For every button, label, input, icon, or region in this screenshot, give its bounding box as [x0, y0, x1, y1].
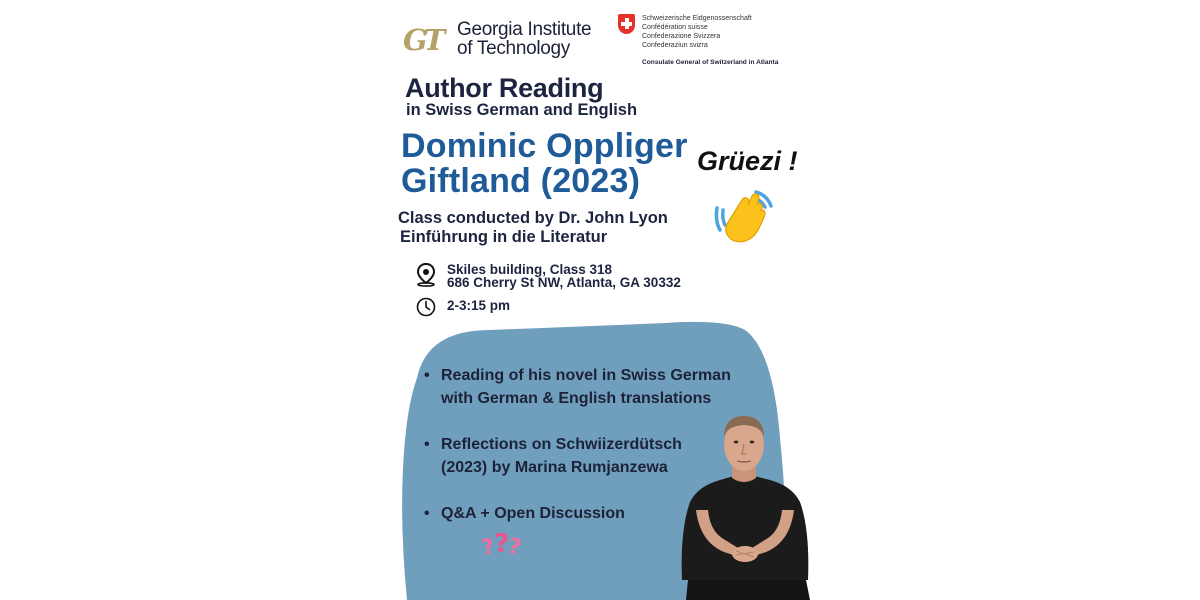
event-title: Author Reading — [405, 73, 604, 103]
svg-text:?: ? — [494, 529, 510, 559]
address-street: 686 Cherry St NW, Atlanta, GA 30332 — [447, 275, 681, 290]
address-building: Skiles building, Class 318 — [447, 262, 613, 277]
event-time: 2-3:15 pm — [447, 298, 511, 313]
agenda-item-text: Q&A + Open Discussion — [441, 505, 625, 522]
swiss-name-fr: Confédération suisse — [642, 24, 708, 31]
agenda-item-text: Reflections on Schwiizerdütsch (2023) by Marina Rumjanzewa — [441, 436, 682, 476]
swiss-name-rm: Confederaziun svizra — [642, 42, 708, 49]
location-pin-icon — [416, 263, 436, 287]
class-conductor: Class conducted by Dr. John Lyon — [398, 209, 668, 227]
clock-icon — [416, 297, 436, 317]
swiss-confederation-logo — [618, 14, 798, 74]
author-portrait — [676, 410, 814, 600]
class-name: Einführung in die Literatur — [400, 228, 608, 246]
swiss-names — [642, 14, 752, 50]
question-marks-icon — [479, 528, 524, 562]
gt-monogram: GT — [403, 23, 442, 57]
waving-hand-icon — [712, 186, 776, 250]
bullet: • — [424, 436, 430, 453]
svg-text:?: ? — [479, 534, 498, 562]
bullet: • — [424, 505, 430, 522]
author-name: Dominic Oppliger — [401, 127, 688, 165]
event-subtitle: in Swiss German and English — [406, 101, 638, 119]
georgia-tech-logo — [403, 20, 603, 60]
greeting-text: Grüezi ! — [697, 146, 798, 176]
gt-name-line2: of Technology — [457, 38, 571, 59]
swiss-name-it: Confederazione Svizzera — [642, 33, 721, 40]
gt-wordmark — [457, 20, 591, 58]
swiss-name-de: Schweizerische Eidgenossenschaft — [642, 15, 752, 22]
gt-name-line1: Georgia Institute — [457, 19, 592, 40]
consulate-name: Consulate General of Switzerland in Atlanta — [642, 59, 779, 66]
bullet: • — [424, 367, 430, 384]
book-title: Giftland (2023) — [401, 162, 641, 200]
agenda-item-text: Reading of his novel in Swiss German with German & English translations — [441, 367, 731, 407]
swiss-cross-icon — [618, 14, 635, 34]
svg-text:?: ? — [505, 534, 524, 562]
